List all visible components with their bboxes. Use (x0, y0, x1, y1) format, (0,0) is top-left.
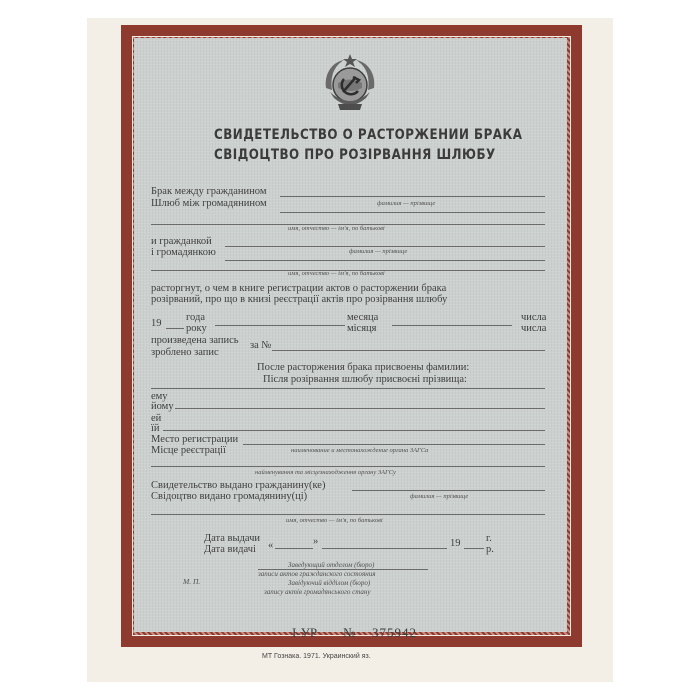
registration-hint-uk: найменування та місцезнаходження органу ЗАГСу (255, 469, 396, 476)
issue-date-year-suffix-uk: р. (486, 544, 494, 555)
date-year-line[interactable] (166, 328, 184, 329)
issued-to-surname-line[interactable] (352, 490, 545, 491)
registration-label-ru: Место регистрации (151, 434, 239, 445)
issue-date-label-ru: Дата выдачи (204, 533, 261, 544)
surname-him-line[interactable] (175, 408, 545, 409)
issue-date-year-suffix-ru: г. (486, 533, 492, 544)
title-ukrainian: СВІДОЦТВО ПРО РОЗІРВАННЯ ШЛЮБУ (214, 147, 496, 163)
issue-date-quote-close: » (313, 536, 319, 547)
date-month-line[interactable] (215, 325, 345, 326)
state-emblem-icon (316, 50, 384, 118)
registration-line[interactable] (243, 444, 545, 445)
issue-date-label-uk: Дата видачі (204, 544, 256, 555)
date-day-line[interactable] (392, 325, 512, 326)
registration-label-uk: Місце реєстрації (151, 445, 226, 456)
date-month-uk: місяця (347, 323, 377, 334)
spouse1-surname-line-2[interactable] (280, 212, 545, 213)
dissolved-text-ru: расторгнут, о чем в книге регистрации актов о расторжении брака (151, 283, 447, 294)
spouse1-label-uk: Шлюб між громадянином (151, 198, 267, 209)
date-year-prefix: 19 (151, 318, 162, 329)
surnames-him-ru: ему (151, 391, 168, 402)
issue-year-line[interactable] (464, 548, 484, 549)
spouse1-name-hint: имя, отчество — ім'я, по батькові (288, 225, 385, 232)
dissolved-text-uk: розірваний, про що в книзі реєстрації актів про розірвання шлюбу (151, 294, 448, 305)
surnames-blank-line[interactable] (151, 388, 545, 389)
issue-date-quote-open: « (268, 540, 274, 551)
record-made-uk: зроблено запис (151, 347, 219, 358)
serial-series: І-УР (292, 625, 318, 640)
spouse2-label-ru: и гражданкой (151, 236, 212, 247)
signature-head-ru: Заведующий отделом (бюро) (288, 561, 375, 569)
spouse2-surname-line-2[interactable] (225, 260, 545, 261)
surnames-her-ru: ей (151, 413, 162, 424)
record-made-ru: произведена запись (151, 335, 239, 346)
print-imprint: МТ Гознака. 1971. Украинский яз. (262, 653, 371, 660)
issue-date-year-prefix: 19 (450, 538, 461, 549)
spouse2-label-uk: і громадянкою (151, 247, 216, 258)
stamp-place: М. П. (183, 577, 201, 586)
signature-office-ru: записи актов гражданского состояния (258, 570, 376, 578)
surnames-him-uk: йому (151, 401, 174, 412)
issued-to-name-line[interactable] (151, 514, 545, 515)
spouse2-name-hint: имя, отчество — ім'я, по батькові (288, 270, 385, 277)
date-year-ru: года (186, 312, 205, 323)
surnames-header-ru: После расторжения брака присвоены фамилии: (257, 362, 470, 373)
issued-to-surname-hint: фамилия — прізвище (410, 493, 469, 500)
date-year-uk: року (186, 323, 207, 334)
serial-number: 375942 (372, 625, 417, 640)
registration-line-2[interactable] (151, 466, 545, 467)
issued-to-name-hint: имя, отчество — ім'я, по батькові (286, 517, 383, 524)
date-day-uk: числа (521, 323, 547, 334)
issue-day-line[interactable] (275, 548, 313, 549)
serial-number-sign: № (343, 625, 356, 640)
issue-month-line[interactable] (322, 548, 447, 549)
registration-hint-ru: наименование и местонахождение органа ЗАГСа (291, 447, 429, 454)
date-day-ru: числа (521, 312, 547, 323)
spouse2-surname-line[interactable] (225, 246, 545, 247)
surnames-header-uk: Після розірвання шлюбу присвоєні прізвища: (263, 374, 467, 385)
record-number-line[interactable] (272, 350, 545, 351)
surname-her-line[interactable] (163, 430, 545, 431)
signature-office-uk: запису актів громадянського стану (264, 588, 371, 596)
spouse1-surname-hint: фамилия — прізвище (377, 200, 436, 207)
signature-head-uk: Завідуючий відділом (бюро) (288, 579, 371, 587)
surnames-her-uk: їй (151, 423, 160, 434)
signature-line[interactable] (258, 569, 428, 570)
spouse2-surname-hint: фамилия — прізвище (349, 248, 408, 255)
record-number-label: за № (250, 340, 272, 351)
title-russian: СВИДЕТЕЛЬСТВО О РАСТОРЖЕНИИ БРАКА (214, 127, 523, 143)
spouse1-surname-line[interactable] (280, 196, 545, 197)
date-month-ru: месяца (347, 312, 379, 323)
spouse1-label-ru: Брак между гражданином (151, 186, 267, 197)
issued-to-label-uk: Свідоцтво видано громадянину(ці) (151, 491, 308, 502)
issued-to-label-ru: Свидетельство выдано гражданину(ке) (151, 480, 326, 491)
